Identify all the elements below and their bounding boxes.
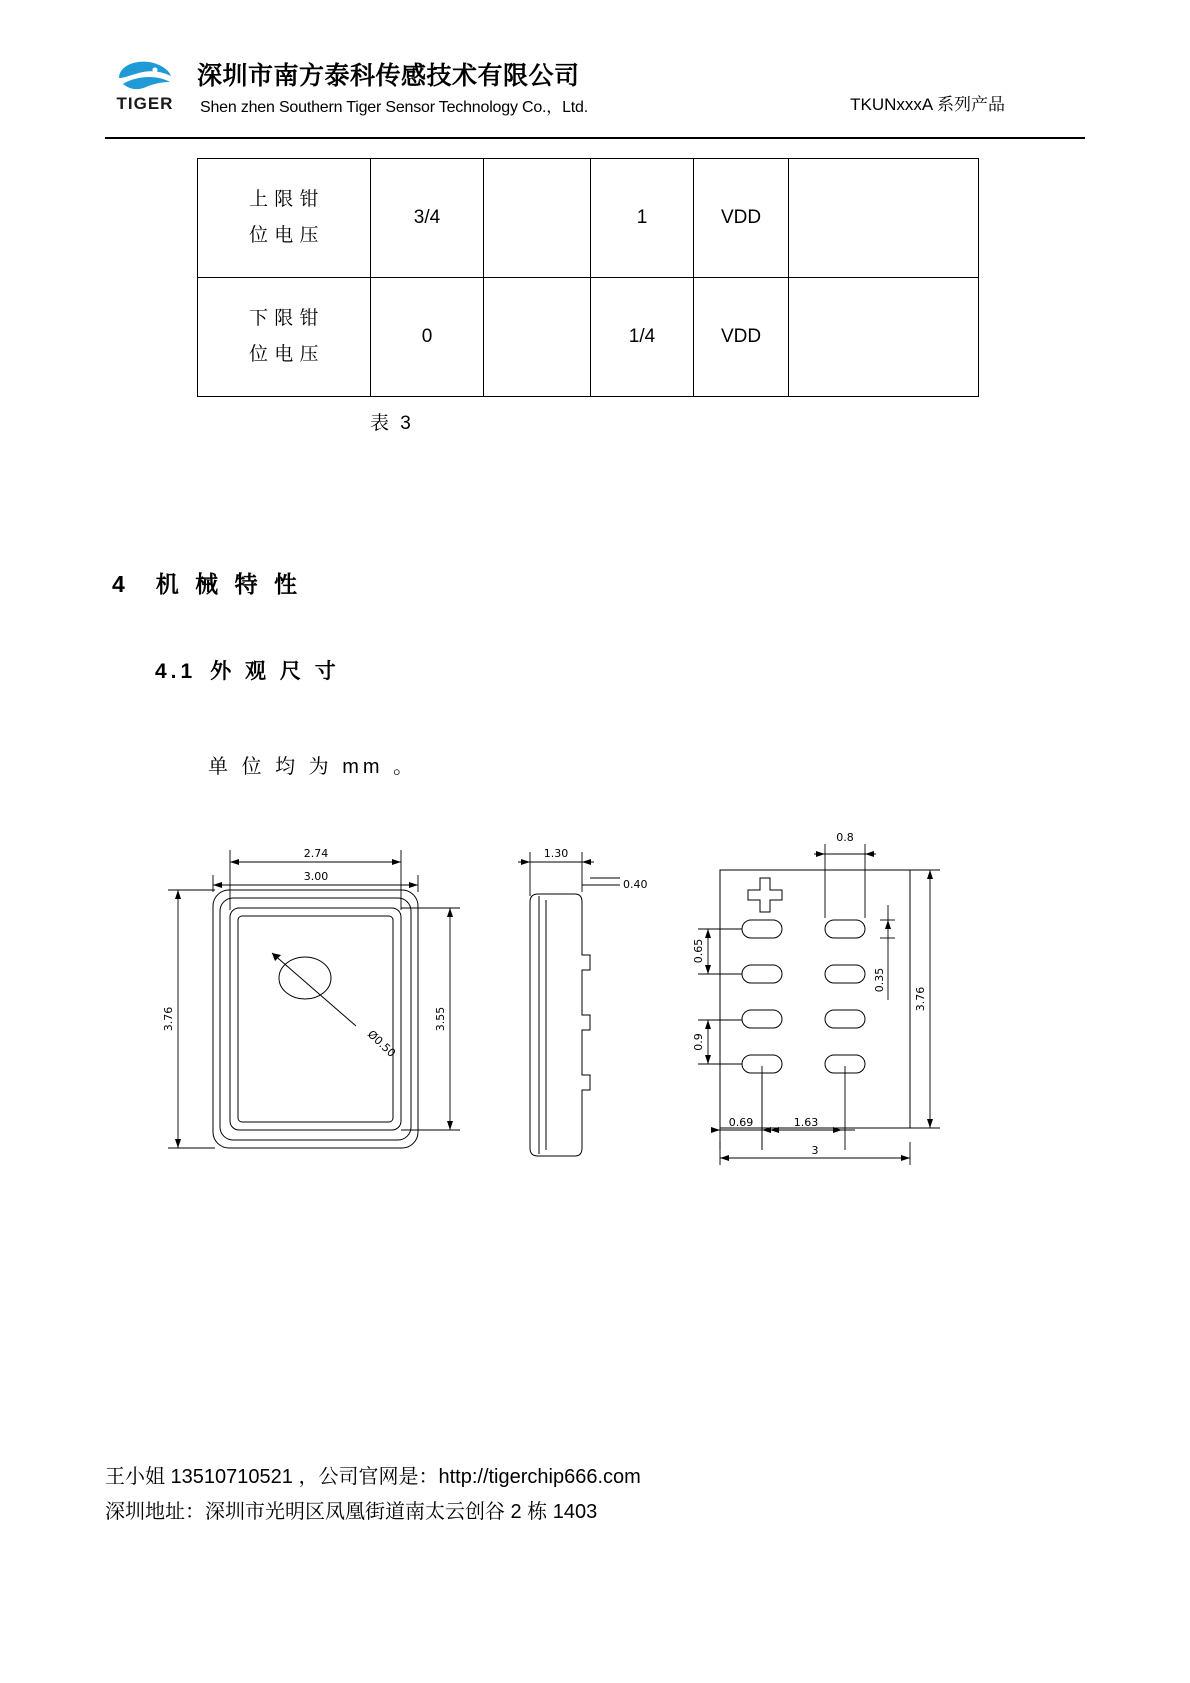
section-title: 机 械 特 性: [155, 571, 302, 597]
section-heading-4-1: [155, 655, 340, 685]
table-cell-note: [789, 159, 979, 278]
table-row: [198, 159, 979, 278]
label-line-2: 位 电 压: [248, 225, 320, 246]
company-logo: [105, 58, 185, 120]
company-name-cn: 深圳市南方泰科传感技术有限公司: [197, 62, 580, 90]
header-divider: [105, 137, 1085, 139]
company-name-en: Shen zhen Southern Tiger Sensor Technology Co.，Ltd.: [200, 99, 588, 116]
page-footer: [105, 1460, 1085, 1530]
dim-0-8: 0.8: [836, 831, 854, 844]
document-series-label: TKUNxxxA 系列产品: [850, 95, 1005, 114]
label-line-1: 上 限 钳: [248, 188, 320, 210]
table-cell-max: 1: [591, 159, 694, 278]
dim-3-00: 3.00: [303, 870, 329, 883]
table-cell-note: [789, 278, 979, 397]
table-cell-typ: [484, 278, 591, 397]
table-cell-label: [198, 159, 371, 278]
dim-1-30: 1.30: [543, 847, 569, 860]
page-header: [105, 50, 1005, 135]
dim-3-76-top: 3.76: [162, 1006, 175, 1032]
dim-3-55: 3.55: [434, 1006, 447, 1032]
table-row: [198, 278, 979, 397]
label-line-1: 下 限 钳: [248, 307, 320, 329]
unit-note-paragraph: 单 位 均 为 mm 。: [208, 756, 418, 778]
section-number: 4: [112, 571, 130, 597]
subsection-title: 外 观 尺 寸: [210, 660, 340, 683]
subsection-number: 4.1: [155, 660, 197, 683]
footer-address-line: 深圳地址：深圳市光明区凤凰街道南太云创谷 2 栋 1403: [105, 1501, 598, 1523]
label-line-2: 位 电 压: [248, 344, 320, 365]
dim-1-63: 1.63: [793, 1116, 819, 1129]
dim-0-65: 0.65: [692, 938, 705, 964]
spec-table: [197, 158, 979, 397]
tiger-logo-icon: [113, 58, 173, 94]
mechanical-drawing: [120, 830, 970, 1220]
dim-3: 3: [811, 1144, 819, 1157]
table-cell-max: 1/4: [591, 278, 694, 397]
dim-0-9: 0.9: [692, 1033, 705, 1051]
spec-table-wrapper: [197, 158, 972, 397]
dim-2-74: 2.74: [303, 847, 329, 860]
table-caption: 表 3: [370, 413, 414, 434]
table-cell-min: 0: [371, 278, 484, 397]
dim-3-76-footprint: 3.76: [914, 986, 927, 1012]
table-cell-label: [198, 278, 371, 397]
section-heading-4: [112, 566, 302, 599]
dim-0-40: 0.40: [623, 878, 648, 891]
table-cell-min: 3/4: [371, 159, 484, 278]
table-cell-unit: VDD: [694, 159, 789, 278]
dim-hole-diameter: Ø0.50: [364, 1027, 399, 1060]
table-cell-unit: VDD: [694, 278, 789, 397]
logo-wordmark: TIGER: [116, 94, 174, 113]
table-cell-typ: [484, 159, 591, 278]
footer-contact-line: 王小姐 13510710521 ，公司官网是：http://tigerchip666.com: [105, 1466, 641, 1488]
dim-0-69: 0.69: [728, 1116, 754, 1129]
dim-0-35: 0.35: [873, 967, 886, 993]
